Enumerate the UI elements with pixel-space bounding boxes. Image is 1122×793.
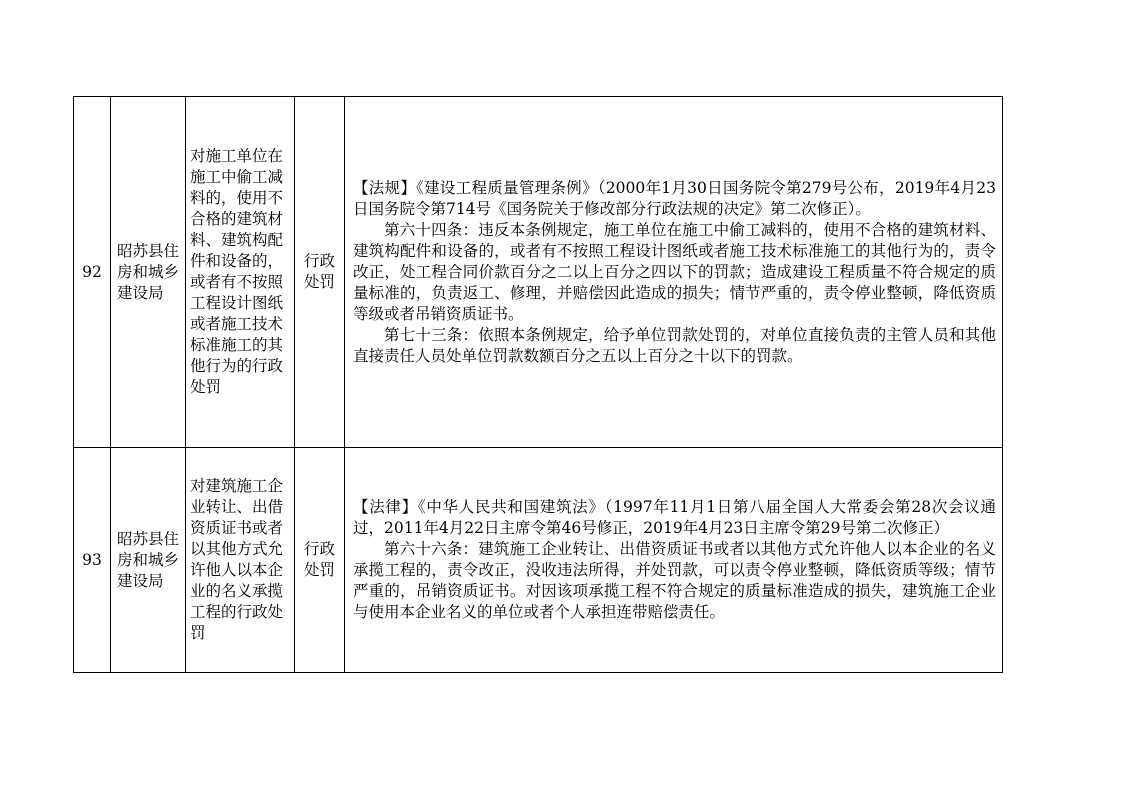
row-number: 93 [74, 448, 111, 673]
penalty-type-cell: 行政处罚 [295, 97, 345, 448]
legal-basis-article: 第六十六条：建筑施工企业转让、出借资质证书或者以其他方式允许他人以本企业的名义承揽工程的，责令改正，没收违法所得，并处罚款，可以责令停业整顿，降低资质等级；情节严重的，吊销资质证书。对因该项承揽工程不符合规定的质量标准造成的损失，建筑施工企业与使用本企业名义的单位或者个人承担连带赔偿责任。 [353, 540, 996, 621]
table-row [74, 448, 1003, 673]
legal-basis-intro: 【法规】《建设工程质量管理条例》（2000年1月30日国务院令第279号公布，2019年4月23日国务院令第714号《国务院关于修改部分行政法规的决定》第二次修正）。 [353, 178, 996, 218]
department-cell: 昭苏县住房和城乡建设局 [111, 97, 186, 448]
row-number: 92 [74, 97, 111, 448]
table-row [74, 97, 1003, 448]
legal-basis-intro: 【法律】《中华人民共和国建筑法》（1997年11月1日第八届全国人大常委会第28次会议通过，2011年4月22日主席令第46号修正，2019年4月23日主席令第29号第二次修正） [353, 498, 996, 537]
penalty-table-container [73, 96, 1002, 673]
penalty-type-cell: 行政处罚 [295, 448, 345, 673]
penalty-table [73, 96, 1003, 673]
department-cell: 昭苏县住房和城乡建设局 [111, 448, 186, 673]
item-cell: 对施工单位在施工中偷工减料的，使用不合格的建筑材料、建筑构配件和设备的，或者有不按照工程设计图纸或者施工技术标准施工的其他行为的行政处罚 [186, 97, 295, 448]
legal-basis-cell [345, 97, 1003, 448]
legal-basis-article: 第七十三条：依照本条例规定，给予单位罚款处罚的，对单位直接负责的主管人员和其他直接责任人员处单位罚款数额百分之五以上百分之十以下的罚款。 [353, 325, 996, 365]
legal-basis-article: 第六十四条：违反本条例规定，施工单位在施工中偷工减料的，使用不合格的建筑材料、建筑构配件和设备的，或者有不按照工程设计图纸或者施工技术标准施工的其他行为的，责令改正，处工程合同价款百分之二以上百分之四以下的罚款；造成建设工程质量不符合规定的质量标准的，负责返工、修理，并赔偿因此造成的损失；情节严重的，责令停业整顿，降低资质等级或者吊销资质证书。 [353, 220, 996, 323]
legal-basis-cell [345, 448, 1003, 673]
item-cell: 对建筑施工企业转让、出借资质证书或者以其他方式允许他人以本企业的名义承揽工程的行政处罚 [186, 448, 295, 673]
